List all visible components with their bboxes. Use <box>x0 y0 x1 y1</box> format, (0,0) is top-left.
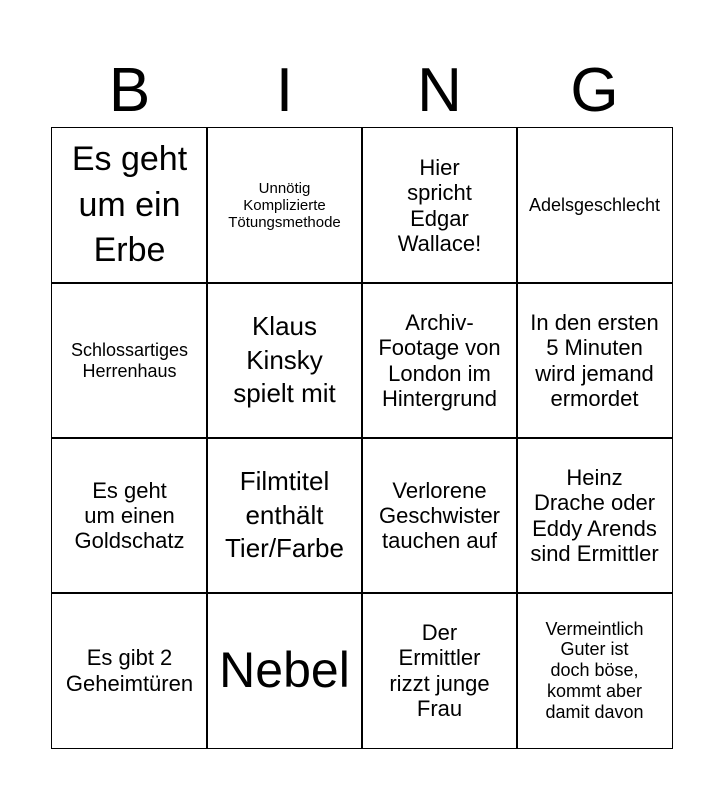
bingo-cell[interactable]: Der Ermittler rizzt junge Frau <box>361 592 518 749</box>
bingo-cell[interactable]: Vermeintlich Guter ist doch böse, kommt aber damit davon <box>516 592 673 749</box>
bingo-cell[interactable]: In den ersten 5 Minuten wird jemand ermordet <box>516 282 673 439</box>
bingo-cell[interactable]: Verlorene Geschwister tauchen auf <box>361 437 518 594</box>
bingo-cell[interactable]: Adelsgeschlecht <box>516 127 673 284</box>
header-letter-g: G <box>570 56 619 125</box>
header-letter-b: B <box>108 56 151 125</box>
bingo-header <box>52 56 672 126</box>
bingo-cell[interactable]: Schlossartiges Herrenhaus <box>51 282 208 439</box>
bingo-cell[interactable]: Nebel <box>206 592 363 749</box>
bingo-cell[interactable]: Hier spricht Edgar Wallace! <box>361 127 518 284</box>
bingo-cell[interactable]: Es geht um einen Goldschatz <box>51 437 208 594</box>
bingo-cell[interactable]: Klaus Kinsky spielt mit <box>206 282 363 439</box>
bingo-cell[interactable]: Heinz Drache oder Eddy Arends sind Ermittler <box>516 437 673 594</box>
header-letter-i: I <box>275 56 294 125</box>
header-letter-n: N <box>417 56 462 125</box>
bingo-cell[interactable]: Archiv- Footage von London im Hintergrund <box>361 282 518 439</box>
bingo-cell[interactable]: Filmtitel enthält Tier/Farbe <box>206 437 363 594</box>
bingo-cell[interactable]: Es gibt 2 Geheimtüren <box>51 592 208 749</box>
bingo-cell[interactable]: Unnötig Komplizierte Tötungsmethode <box>206 127 363 284</box>
bingo-grid <box>52 128 672 748</box>
bingo-cell[interactable]: Es geht um ein Erbe <box>51 127 208 284</box>
